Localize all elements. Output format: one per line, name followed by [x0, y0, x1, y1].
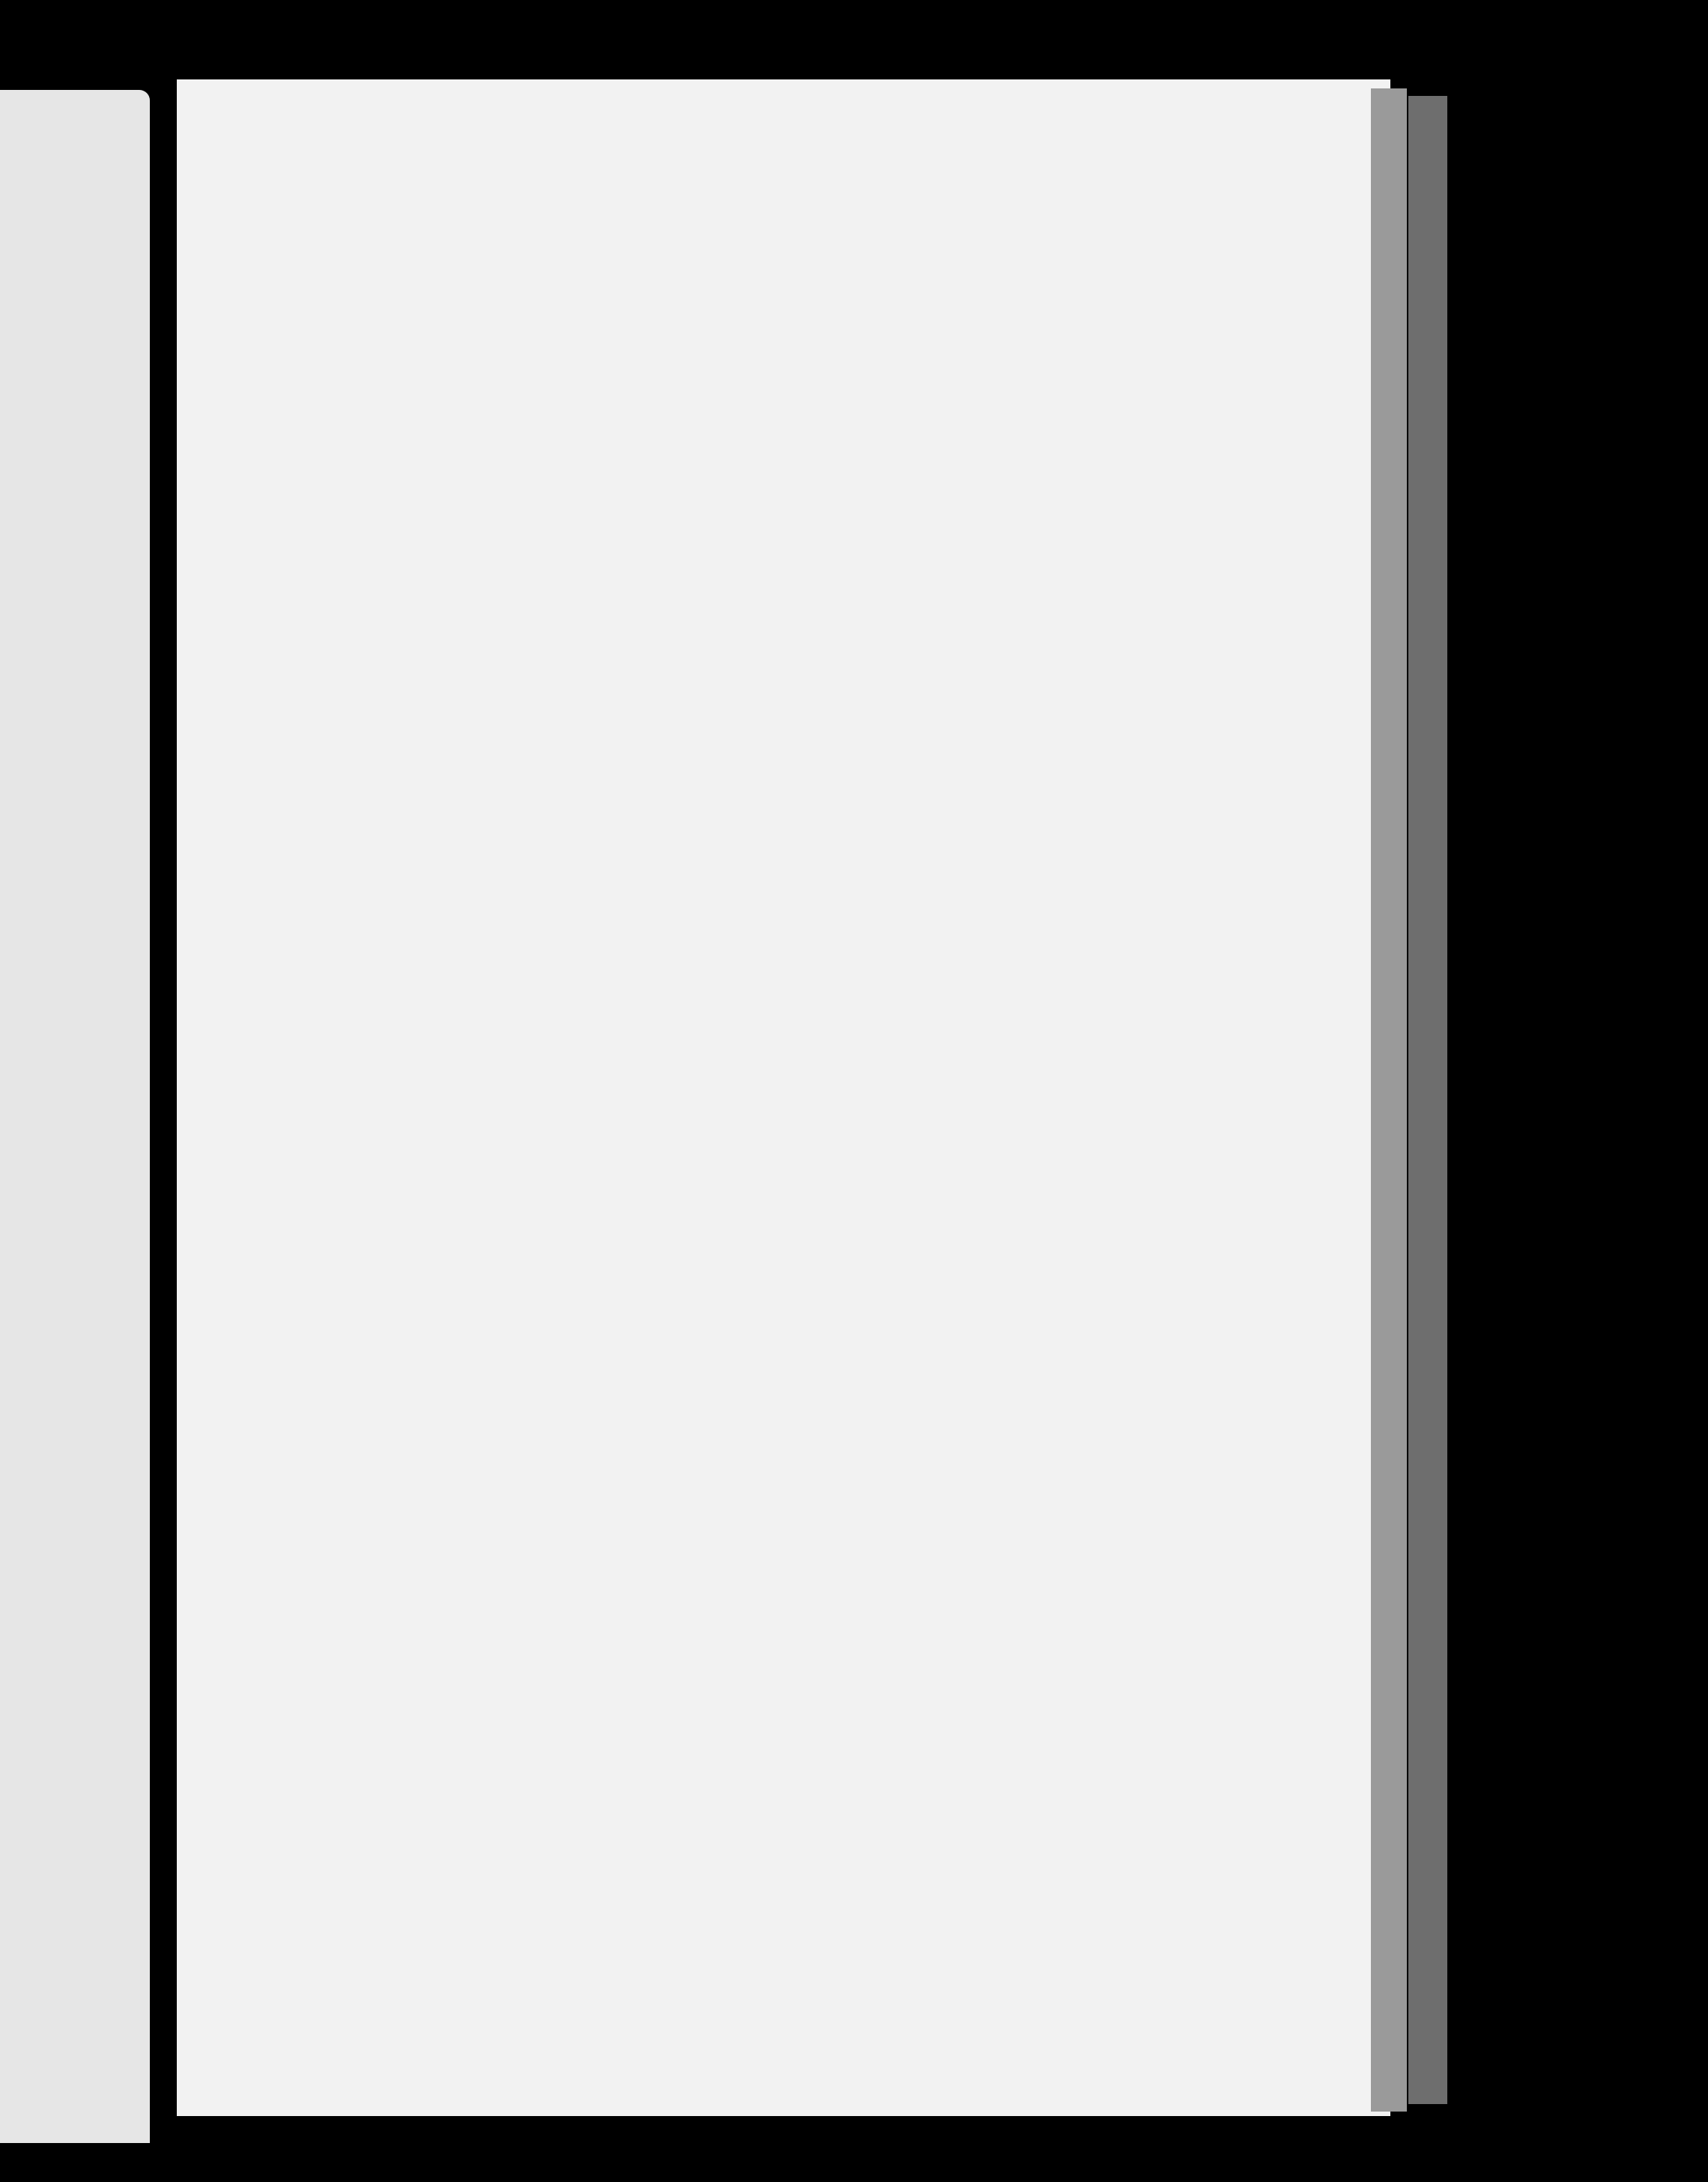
page-edge — [1371, 88, 1407, 2112]
page-edge-shadow — [1408, 96, 1447, 2104]
left-page-fragment — [0, 90, 150, 2143]
main-page — [177, 79, 1390, 2116]
